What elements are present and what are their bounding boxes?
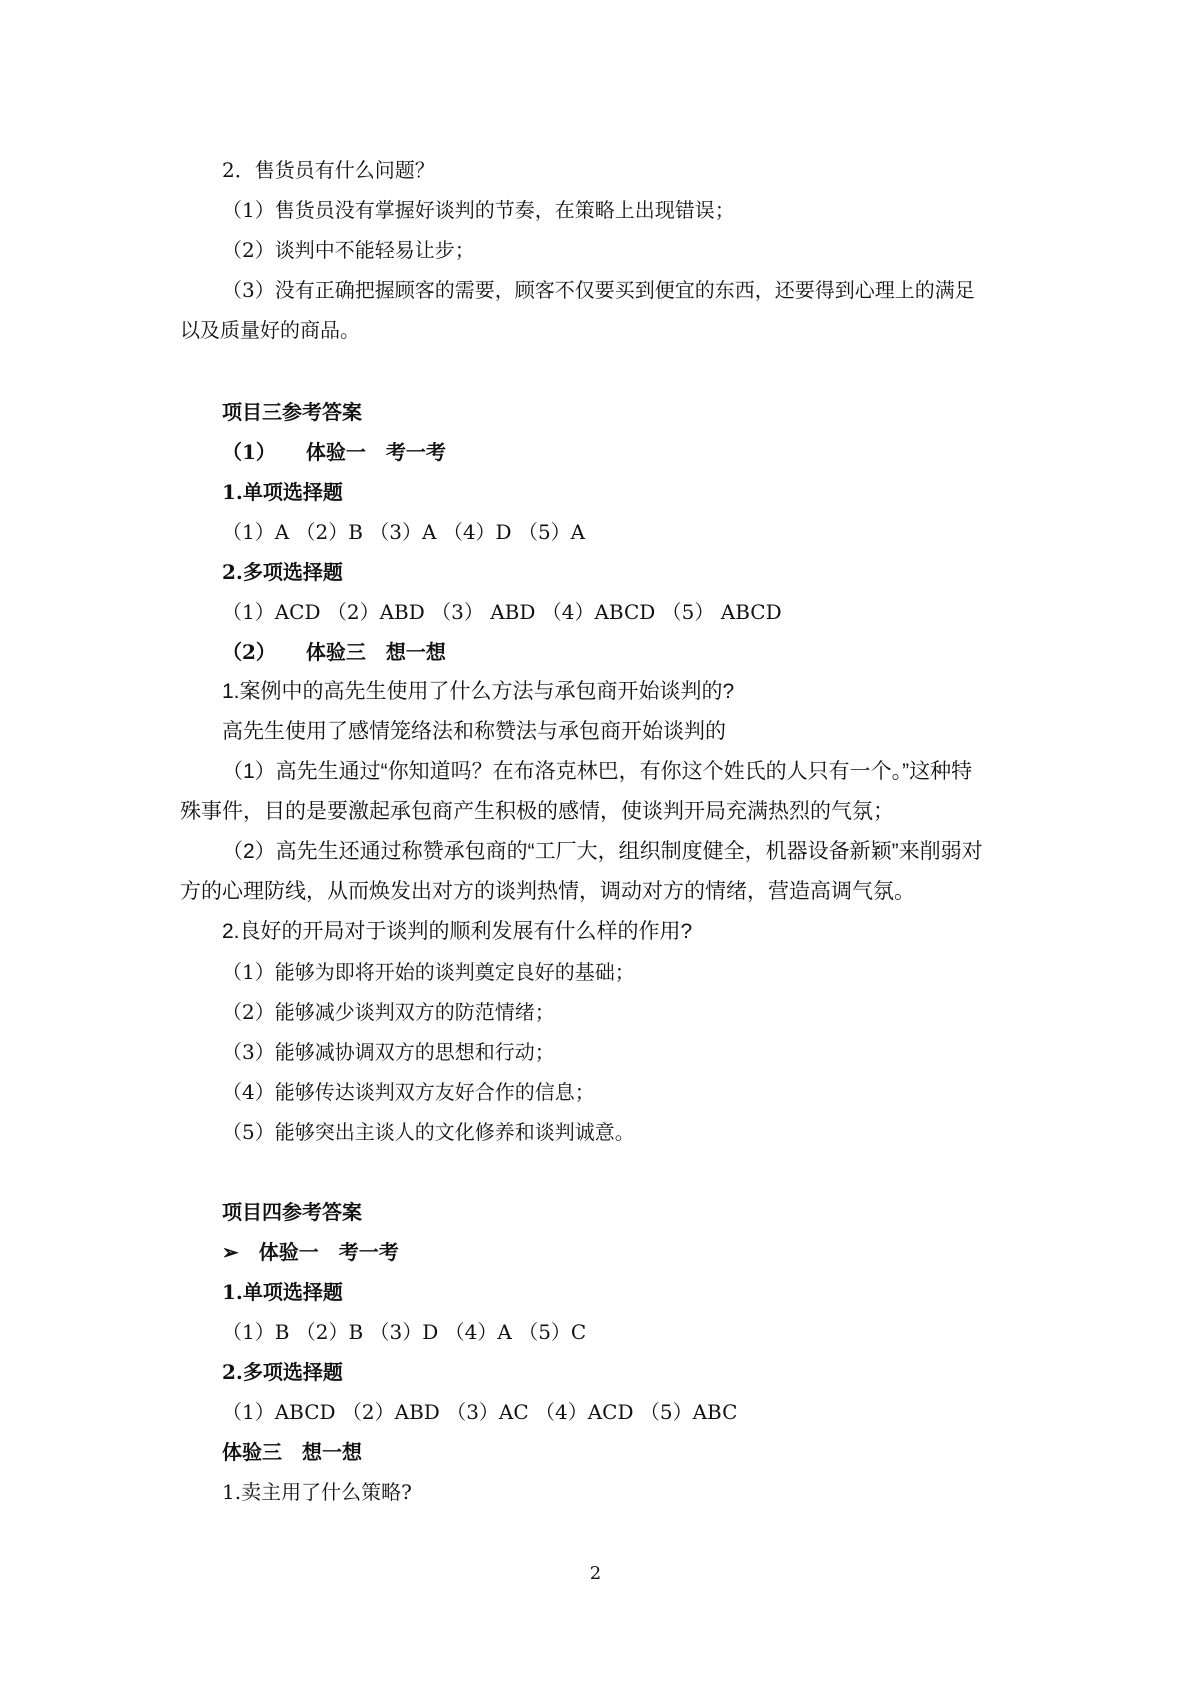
answer-line: （1）B （2）B （3）D （4）A （5）C bbox=[222, 1320, 587, 1344]
subsection-heading: 体验三 想一想 bbox=[222, 1440, 362, 1464]
question-line: 2．售货员有什么问题？ bbox=[222, 158, 435, 182]
answer-line: 方的心理防线，从而焕发出对方的谈判热情，调动对方的情绪，营造高调气氛。 bbox=[180, 880, 915, 903]
answer-line: （2）高先生还通过称赞承包商的“工厂大，组织制度健全，机器设备新颖”来削弱对 bbox=[222, 840, 983, 863]
answer-line: （5）能够突出主谈人的文化修养和谈判诚意。 bbox=[222, 1120, 635, 1144]
answer-line: （2）谈判中不能轻易让步； bbox=[222, 238, 475, 262]
question-line: 1.案例中的高先生使用了什么方法与承包商开始谈判的? bbox=[222, 680, 735, 703]
question-type-heading: 2.多项选择题 bbox=[222, 560, 343, 584]
answer-line: （1）ACD （2）ABD （3） ABD （4）ABCD （5） ABCD bbox=[222, 600, 782, 624]
question-line: 2.良好的开局对于谈判的顺利发展有什么样的作用? bbox=[222, 920, 693, 943]
answer-line: （2）能够减少谈判双方的防范情绪； bbox=[222, 1000, 555, 1024]
answer-line: （1）能够为即将开始的谈判奠定良好的基础； bbox=[222, 960, 635, 984]
answer-line: （1）高先生通过“你知道吗？在布洛克林巴，有你这个姓氏的人只有一个。”这种特 bbox=[222, 760, 973, 783]
answer-line: （1）A （2）B （3）A （4）D （5）A bbox=[222, 520, 586, 544]
question-line: 1.卖主用了什么策略? bbox=[222, 1480, 412, 1504]
question-type-heading: 2.多项选择题 bbox=[222, 1360, 343, 1384]
section-heading: 项目三参考答案 bbox=[222, 400, 362, 424]
answer-line: 以及质量好的商品。 bbox=[180, 318, 360, 342]
subsection-heading: （1） 体验一 考一考 bbox=[222, 440, 446, 464]
section-heading: 项目四参考答案 bbox=[222, 1200, 362, 1224]
subsection-heading: （2） 体验三 想一想 bbox=[222, 640, 446, 664]
answer-line: 高先生使用了感情笼络法和称赞法与承包商开始谈判的 bbox=[222, 720, 726, 743]
question-type-heading: 1.单项选择题 bbox=[222, 480, 343, 504]
subsection-heading: ➢ 体验一 考一考 bbox=[222, 1240, 399, 1264]
answer-line: （4）能够传达谈判双方友好合作的信息； bbox=[222, 1080, 595, 1104]
answer-line: （1）ABCD （2）ABD （3）AC （4）ACD （5）ABC bbox=[222, 1400, 738, 1424]
answer-line: （3）能够减协调双方的思想和行动； bbox=[222, 1040, 555, 1064]
answer-line: 殊事件，目的是要激起承包商产生积极的感情，使谈判开局充满热烈的气氛； bbox=[180, 800, 894, 823]
page-number: 2 bbox=[589, 1563, 602, 1584]
answer-line: （3）没有正确把握顾客的需要，顾客不仅要买到便宜的东西，还要得到心理上的满足 bbox=[222, 278, 975, 302]
answer-line: （1）售货员没有掌握好谈判的节奏，在策略上出现错误； bbox=[222, 198, 735, 222]
question-type-heading: 1.单项选择题 bbox=[222, 1280, 343, 1304]
